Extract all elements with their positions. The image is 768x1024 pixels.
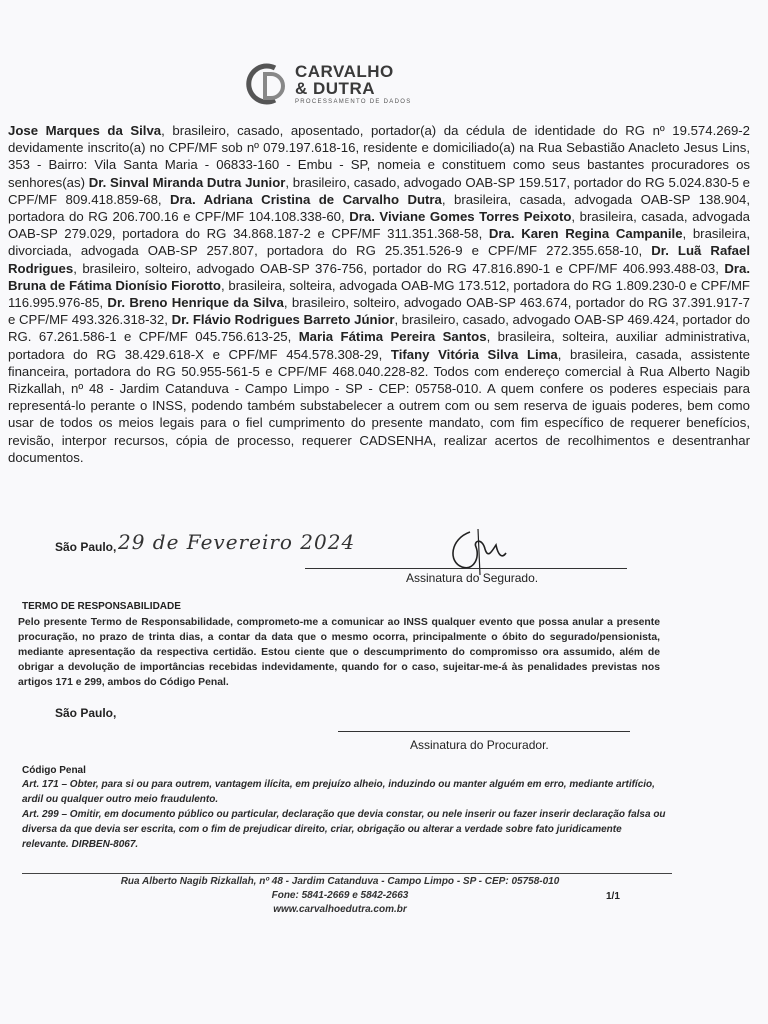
attorney-10-info: , brasileira, casada, assistente financeira, portadora do RG 50.955-561-5 e CPF/MF 468.040.228-82. Todos com endereço comercial à Rua Alberto Nagib Rizkallah, nº 48 - Jardim Catanduva - Campo Limpo - SP - CEP: 05758-010. A quem confere os poderes especiais para representá-lo perante o INSS, podendo também substabelecer a outrem com ou sem reserva de iguais poderes, bem como usar de todos os meios legais para o fiel cumprimento do presente mandato, com fim específico de requerer benefícios, revisão, interpor recursos, cópia de processo, requerer CADSENHA, realizar acertos de recolhimentos e desentranhar documentos. (8, 346, 750, 465)
footer-divider (22, 873, 672, 874)
attorney-3-info: , brasileira, casada, advogada OAB-SP 279.029, portadora do RG 34.868.187-2 e CPF/MF 311.351.368-58, (8, 209, 750, 242)
attorney-9-info: , brasileira, solteira, auxiliar administrativa, portadora do RG 38.429.618-X e CPF/MF 454.578.308-29, (8, 329, 750, 362)
article-171: Art. 171 – Obter, para si ou para outrem, vantagem ilícita, em prejuízo alheio, induzindo ou manter alguém em erro, mediante artifício, ardil ou qualquer outro meio fraudulento. (22, 779, 655, 805)
cd-monogram-icon (245, 60, 287, 108)
footer (60, 875, 620, 917)
logo-name-line2: & DUTRA (295, 79, 375, 98)
article-299: Art. 299 – Omitir, em documento público ou particular, declaração que devia constar, ou nele inserir ou fazer inserir declaração falsa ou diversa da que devia ser escrita, com o fim de prejudicar direito, criar, obrigação ou alterar a verdade sobre fato juridicamente relevante. DIRBEN-8067. (22, 809, 666, 850)
penal-code-title: Código Penal (22, 765, 86, 776)
attorney-7-info: , brasileiro, solteiro, advogado OAB-SP 463.674, portador do RG 37.391.917-7 e CPF/MF 493.326.318-32, (8, 295, 751, 328)
footer-address: Rua Alberto Nagib Rizkallah, nº 48 - Jardim Catanduva - Campo Limpo - SP - CEP: 05758-010 (120, 876, 560, 887)
attorney-5-name: Dr. Luã Rafael Rodrigues (8, 243, 750, 276)
attorney-6-name: Dra. Bruna de Fátima Dionísio Fiorotto (8, 260, 750, 293)
attorney-8-name: Dr. Flávio Rodrigues Barreto Júnior (171, 312, 395, 328)
handwritten-signature-icon (440, 527, 520, 577)
attorney-signature-line (338, 731, 630, 732)
term-text: Pelo presente Termo de Responsabilidade, comprometo-me a comunicar ao INSS qualquer evento que possa anular a presente procuração, no prazo de trinta dias, a contar da data que o mesmo ocorra, principalmente o óbito do segurado/pensionista, mediante apresentação da respectiva certidão. Estou ciente que o descumprimento do compromisso ora assumido, além de obrigar a devolução de importâncias recebidas indevidamente, quando for o caso, sujeitar-me-á às penalidades previstas nos artigos 171 e 299, ambos do Código Penal. (18, 617, 660, 688)
page-number: 1/1 (606, 891, 620, 902)
attorney-1-info: , brasileiro, casado, advogado OAB-SP 159.517, portador do RG 5.024.830-5 e CPF/MF 809.418.859-68, (8, 174, 750, 207)
attorney-9-name: Maria Fátima Pereira Santos (298, 329, 487, 345)
grantor-info: , brasileiro, casado, aposentado, portador(a) da cédula de identidade do RG nº 19.574.269-2 devidamente inscrito(a) no CPF/MF sob nº 079.197.618-16, residente e domiciliado(a) na Rua Sebastião Anacleto Jesus Lins, 353 - Bairro: Vila Santa Maria - 06833-160 - Embu - SP, nomeia e constituem como seus bastantes procuradores os senhores(as) (8, 123, 750, 190)
attorney-10-name: Tifany Vitória Silva Lima (390, 346, 558, 362)
attorney-signature-caption: Assinatura do Procurador. (410, 738, 549, 752)
power-of-attorney-text (8, 122, 750, 466)
footer-website: www.carvalhoedutra.com.br (273, 904, 407, 915)
attorney-4-name: Dra. Karen Regina Campanile (488, 226, 683, 242)
logo-name-line1: CARVALHO (295, 62, 394, 81)
insured-signature-caption: Assinatura do Segurado. (406, 571, 539, 585)
grantor-name: Jose Marques da Silva (8, 123, 162, 138)
attorney-6-info: , brasileira, solteira, advogada OAB-MG 173.512, portadora do RG 1.809.230-0 e CPF/MF 116.995.976-85, (8, 277, 750, 311)
penal-code-text (22, 777, 670, 852)
attorney-5-info: , brasileiro, solteiro, advogado OAB-SP 376-756, portador do RG 47.816.890-1 e CPF/MF 406.993.488-03, (73, 260, 725, 276)
attorney-7-name: Dr. Breno Henrique da Silva (107, 295, 284, 311)
insured-signature-line (305, 568, 627, 569)
attorney-1-name: Dr. Sinval Miranda Dutra Junior (88, 174, 286, 190)
term-title: TERMO DE RESPONSABILIDADE (22, 601, 181, 612)
logo-tagline: PROCESSAMENTO DE DADOS (295, 99, 412, 105)
term-signing-city: São Paulo, (55, 706, 117, 720)
signing-city: São Paulo, (55, 540, 117, 554)
attorney-3-name: Dra. Viviane Gomes Torres Peixoto (349, 209, 572, 225)
company-logo (245, 60, 425, 110)
attorney-2-name: Dra. Adriana Cristina de Carvalho Dutra (170, 191, 442, 207)
footer-phone: Fone: 5841-2669 e 5842-2663 (271, 890, 409, 901)
attorney-8-info: , brasileiro, casado, advogado OAB-SP 469.424, portador do RG. 67.261.586-1 e CPF/MF 045.756.613-25, (8, 312, 750, 345)
attorney-4-info: , brasileira, divorciada, advogada OAB-SP 257.807, portadora do RG 25.351.526-9 e CPF/MF 272.355.658-10, (8, 226, 751, 259)
attorney-2-info: , brasileira, casada, advogada OAB-SP 138.904, portadora do RG 206.700.16 e CPF/MF 104.108.338-60, (8, 191, 750, 225)
handwritten-date: 29 de Fevereiro 2024 (118, 530, 356, 554)
